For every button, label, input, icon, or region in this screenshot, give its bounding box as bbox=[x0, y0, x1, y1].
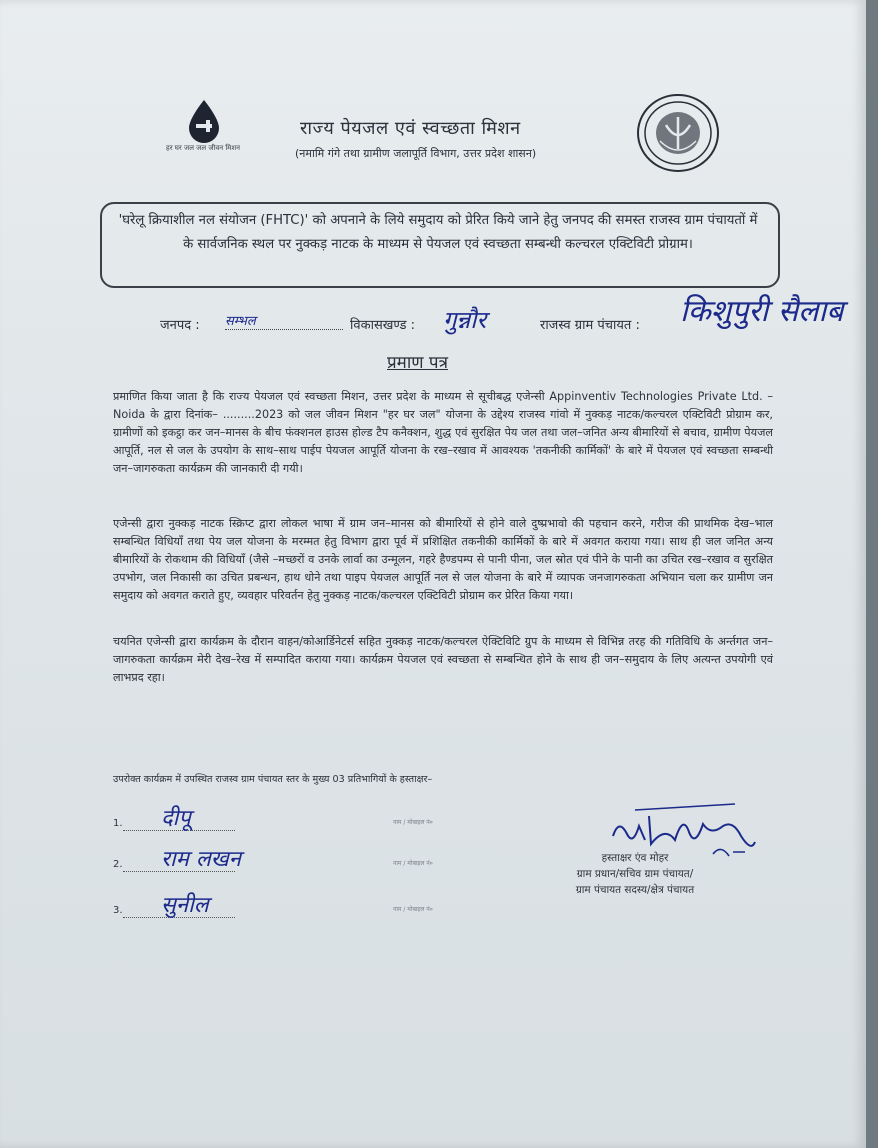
participant-signature: दीपू bbox=[161, 806, 191, 831]
mission-title: राज्य पेयजल एवं स्वच्छता मिशन bbox=[300, 118, 521, 139]
paragraph-2: एजेन्सी द्वारा नुक्कड़ नाटक स्क्रिप्ट द्वारा लोकल भाषा में ग्राम जन–मानस को बीमारियों से होने वाले दुष्प्रभावो की पहचान करने, गरीज की प्राथमिक देख–भाल सम्बन्धित विधियाँ तथा पेय जल योजना के मरम्मत हेतु विभाग द्वारा पूर्व में प्रशिक्षित तकनीकी कार्मिकों के बारे में अवगत कराया गया। साथ ही जल जनित अन्य बीमारियों के रोकथाम की विधियाँ (जैसे –मच्छरों व उनके लार्वा का उन्मूलन, गहरे हैण्डपम्प से पानी पीना, जल स्रोत एवं पीने के पानी का उचित रख–रखाव व सुरक्षित उपभोग, जल निकासी का उचित प्रबन्धन, हाथ धोने तथा पाइप पेयजल आपूर्ति नल से जल योजना के बारे में व्यापक जनजागरुकता अभियान चला कर ग्रामीण जन समुदाय को अवगत कराते हुए, व्यवहार परिवर्तन हेतु नुक्कड़ नाटक/कल्चरल एक्टिविटी प्रोग्राम कर प्रेरित किया गया। bbox=[113, 517, 773, 602]
authority-line-3: ग्राम पंचायत सदस्य/क्षेत्र पंचायत bbox=[575, 884, 695, 896]
participant-number: 1. bbox=[113, 818, 123, 829]
participant-number: 2. bbox=[113, 859, 123, 870]
paragraph-1: प्रमाणित किया जाता है कि राज्य पेयजल एवं स्वच्छता मिशन, उत्तर प्रदेश के माध्यम से सूचीबद्ध एजेन्सी Appinventiv Technologies Private Ltd. – Noida के द्वारा दिनांक– .........2023 को जल जीवन मिशन "हर घर जल" योजना के उद्देश्य राजस्व गांवो में नुक्कड़ नाटक/कल्चरल एक्टिविटी प्रोग्राम कर, ग्रामीणों को इकट्ठा कर जन–मानस के बीच फंक्शनल हाउस होल्ड टैप कनैक्शन, शुद्ध एवं सुरक्षित पेय जल तथा जल–जनित अन्य बीमारियों से बचाव, ग्रामीण पेयजल आपूर्ति, नल से जल के उपयोग के साथ–साथ पाईप पेयजल आपूर्ति योजना के रख–रखाव में आवश्यक 'तकनीकी कार्मिकों' के बारे में पेयजल एवं स्वच्छता सम्बन्धी जन–जागरुकता कार्यक्रम की जानकारी दी गयी। bbox=[113, 390, 773, 475]
paragraph-3: चयनित एजेन्सी द्वारा कार्यक्रम के दौरान वाहन/कोआर्डिनेटर्स सहित नुक्कड़ नाटक/कल्चरल ऐक्टिविटि ग्रुप के माध्यम से विभिन्न तरह की गतिविधि के अर्न्तगत जन–जागरुकता कार्यक्रम मेरी देख–रेख में सम्पादित कराया गया। कार्यक्रम पेयजल एवं स्वच्छता से सम्बन्धित होने के साथ ही जन–समुदाय के लिए अत्यन्त उपयोगी एवं लाभप्रद रहा। bbox=[113, 635, 773, 684]
janpad-value: सम्भल bbox=[225, 311, 343, 330]
authority-line-1: हस्ताक्षर एंव मोहर bbox=[601, 852, 669, 864]
participant-signature: राम लखन bbox=[161, 847, 241, 872]
mission-subtitle: (नमामि गंगे तथा ग्रामीण जलापूर्ति विभाग, उत्तर प्रदेश शासन) bbox=[295, 147, 537, 160]
program-description: 'घरेलू क्रियाशील नल संयोजन (FHTC)' को अपनाने के लिये समुदाय को प्रेरित किये जाने हेतु जनपद की समस्त राजस्व ग्राम पंचायतों में के सार्वजनिक स्थल पर नुक्कड़ नाटक के माध्यम से पेयजल एवं स्वच्छता सम्बन्धी कल्चरल एक्टिविटी प्रोग्राम। bbox=[118, 213, 758, 252]
logo-caption: हर घर जल जल जीवन मिशन bbox=[165, 144, 240, 152]
jal-jeevan-mission-logo bbox=[163, 100, 243, 180]
participant-field-label: नाम / मोबाइल नं० bbox=[393, 819, 433, 826]
gram-panchayat-label: राजस्व ग्राम पंचायत : bbox=[540, 318, 640, 333]
participants-intro: उपरोक्त कार्यक्रम में उपस्थित राजस्व ग्राम पंचायत स्तर के मुख्य 03 प्रतिभागियों के हस्ताक्षर– bbox=[113, 774, 433, 785]
participant-number: 3. bbox=[113, 905, 123, 916]
authority-line-2: ग्राम प्रधान/सचिव ग्राम पंचायत/ bbox=[576, 868, 694, 880]
participant-field-label: नाम / मोबाइल नं० bbox=[393, 906, 433, 913]
block-value: गुन्नौर bbox=[443, 306, 487, 334]
participant-signature: सुनील bbox=[161, 893, 209, 918]
certificate-heading: प्रमाण पत्र bbox=[387, 353, 448, 373]
authority-block bbox=[535, 850, 735, 898]
block-label: विकासखण्ड : bbox=[350, 318, 416, 333]
up-government-seal-icon bbox=[636, 93, 720, 173]
participant-field-label: नाम / मोबाइल नं० bbox=[393, 860, 433, 867]
janpad-label: जनपद : bbox=[160, 318, 200, 333]
page-edge-shadow bbox=[866, 0, 878, 1148]
water-drop-icon bbox=[187, 100, 221, 144]
gram-panchayat-value: किशुपुरी सैलाब bbox=[680, 294, 844, 329]
